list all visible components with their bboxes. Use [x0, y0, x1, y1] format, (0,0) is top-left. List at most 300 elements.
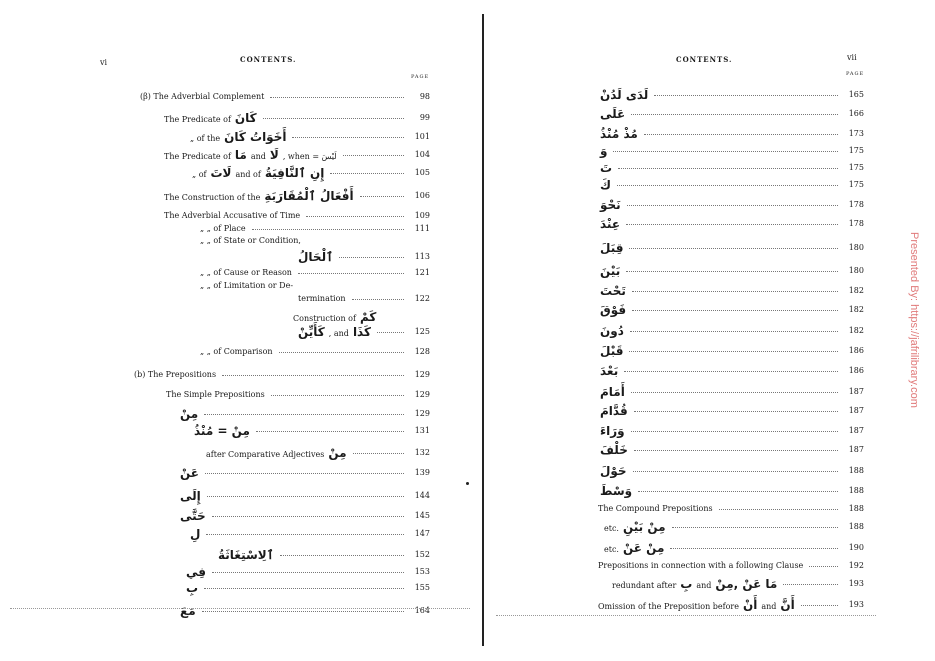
toc-entry — [206, 446, 347, 462]
toc-entry — [164, 209, 300, 223]
arabic-term: فِي — [186, 565, 206, 579]
page-ref: 98 — [419, 92, 430, 101]
toc-entry — [600, 161, 612, 177]
toc-entry — [164, 111, 257, 127]
page-ref: 129 — [414, 390, 430, 399]
toc-row — [600, 198, 864, 212]
dot-leader — [204, 588, 404, 589]
toc-entry — [598, 598, 795, 614]
dot-leader — [634, 411, 838, 412]
dot-leader — [629, 351, 838, 352]
dot-leader — [298, 273, 404, 274]
arabic-term: لَا — [269, 148, 279, 162]
toc-row — [600, 364, 864, 378]
toc-row — [600, 464, 864, 478]
entry-text: etc. — [604, 545, 619, 554]
arabic-term: لَدَى لَدُنْ — [600, 88, 649, 102]
page-ref: 99 — [419, 113, 430, 122]
page-ref: 165 — [848, 90, 864, 99]
arabic-term: مِنْ — [328, 446, 347, 460]
toc-entry — [180, 407, 198, 423]
dot-leader — [626, 224, 838, 225]
page-ref: 164 — [414, 606, 430, 615]
toc-entry — [600, 324, 624, 340]
arabic-term: تَ — [600, 161, 613, 175]
entry-text: redundant after — [612, 581, 677, 590]
toc-row — [600, 303, 864, 317]
toc-row — [200, 234, 430, 248]
entry-text: The Predicate of — [164, 115, 231, 124]
toc-row — [600, 443, 864, 457]
toc-row — [600, 144, 864, 158]
page-ref: 187 — [848, 406, 864, 415]
dot-leader — [613, 151, 838, 152]
arabic-term: ٱلْحَالُ — [298, 250, 334, 264]
toc-row — [612, 577, 864, 591]
page-ref: 182 — [848, 286, 864, 295]
arabic-term: لِ — [190, 527, 201, 541]
arabic-term: قِبَلَ — [600, 241, 624, 255]
toc-entry — [298, 292, 346, 306]
page-ref: 180 — [848, 266, 864, 275]
dot-leader — [339, 257, 404, 258]
toc-entry — [293, 310, 376, 326]
toc-entry — [190, 527, 200, 543]
arabic-term: كَمْ — [359, 310, 377, 324]
toc-row — [598, 598, 864, 612]
dot-leader — [256, 431, 404, 432]
toc-row — [192, 166, 430, 180]
toc-row — [180, 509, 430, 523]
page-ref: 155 — [414, 583, 430, 592]
arabic-term: أَفْعَالُ ٱلْمُقَارَبَةِ — [264, 189, 354, 203]
page-ref: 182 — [848, 305, 864, 314]
toc-entry — [186, 581, 198, 597]
page-ref: 193 — [848, 579, 864, 588]
toc-entry — [604, 520, 666, 536]
arabic-term: مِنْ — [180, 407, 199, 421]
entry-text: etc. — [604, 524, 619, 533]
arabic-term: تَحْتَ — [600, 284, 626, 298]
dot-leader — [204, 414, 404, 415]
page-ref: 104 — [414, 150, 430, 159]
toc-entry — [600, 127, 638, 143]
entry-text: Omission of the Preposition before — [598, 602, 739, 611]
toc-row — [218, 548, 430, 562]
page-ref: 147 — [414, 529, 430, 538]
page-ref: 153 — [414, 567, 430, 576]
toc-entry — [218, 548, 274, 564]
toc-row — [600, 484, 864, 498]
arabic-term: لَاتَ — [210, 166, 232, 180]
watermark-left — [0, 370, 1, 546]
toc-entry — [600, 88, 648, 104]
watermark-right: Presented By: https://jafrilibrary.com — [908, 232, 920, 408]
arabic-term: أَنْ — [742, 598, 758, 612]
dot-leader — [783, 584, 838, 585]
toc-entry — [600, 241, 623, 257]
toc-row — [600, 217, 864, 231]
page-ref: 193 — [848, 600, 864, 609]
dot-leader — [252, 229, 404, 230]
entry-text: The Construction of the — [164, 193, 261, 202]
right-page-header: CONTENTS. — [676, 55, 733, 64]
page-edge-left — [10, 608, 470, 609]
dot-leader — [206, 534, 404, 535]
arabic-term: إِلَى — [180, 489, 201, 503]
page-ref: 175 — [848, 163, 864, 172]
arabic-term: مَا — [765, 577, 778, 591]
entry-text: „ of — [192, 170, 207, 179]
toc-row — [194, 424, 430, 438]
page-ref: 105 — [414, 168, 430, 177]
toc-entry — [600, 344, 623, 360]
page-ref: 180 — [848, 243, 864, 252]
entry-text: and of — [235, 170, 261, 179]
entry-text: after Comparative Adjectives — [206, 450, 325, 459]
toc-row — [206, 446, 430, 460]
toc-row — [600, 264, 864, 278]
toc-row — [298, 325, 430, 339]
toc-row — [200, 266, 430, 280]
entry-text: , when = لَيْسَ — [282, 152, 337, 161]
toc-entry — [598, 559, 803, 573]
entry-text: „ „ of Place — [200, 224, 246, 233]
page-ref: 178 — [848, 219, 864, 228]
arabic-term: دُونَ — [600, 324, 624, 338]
toc-entry — [612, 577, 777, 593]
toc-entry — [190, 130, 286, 146]
arabic-term: بِ — [186, 581, 199, 595]
arabic-term: مَا — [234, 148, 247, 162]
toc-entry — [600, 217, 620, 233]
toc-entry — [604, 541, 664, 557]
left-page-header: CONTENTS. — [240, 55, 297, 64]
toc-row — [598, 559, 864, 573]
toc-row — [180, 604, 430, 618]
arabic-term: حَتَّى — [180, 509, 206, 523]
toc-row — [600, 127, 864, 141]
arabic-term: إِنِ ٱلنَّافِيَةُ — [264, 166, 325, 180]
toc-row — [600, 284, 864, 298]
dot-leader — [631, 114, 838, 115]
toc-entry — [180, 466, 199, 482]
arabic-term: بَيْنَ — [600, 264, 621, 278]
toc-entry — [134, 368, 216, 382]
page-ref: 190 — [848, 543, 864, 552]
entry-text: The Compound Prepositions — [598, 504, 713, 513]
toc-entry — [140, 90, 264, 104]
page-ref: 145 — [414, 511, 430, 520]
toc-entry — [166, 388, 265, 402]
dot-leader — [360, 196, 404, 197]
toc-entry — [186, 565, 206, 581]
toc-row — [604, 541, 864, 555]
toc-row — [186, 581, 430, 595]
arabic-term: حَوْلَ — [600, 464, 627, 478]
arabic-term: مُذْ مُنْذُ — [600, 127, 638, 141]
toc-row — [600, 424, 864, 438]
toc-row — [598, 502, 864, 516]
right-page-number: vii — [847, 53, 857, 62]
entry-text: „ „ of Cause or Reason — [200, 268, 292, 277]
entry-text: and — [696, 581, 712, 590]
entry-text: The Predicate of — [164, 152, 231, 161]
arabic-term: فَوْقَ — [600, 303, 627, 317]
toc-row — [164, 148, 430, 162]
dot-leader — [670, 548, 838, 549]
toc-entry — [600, 264, 620, 280]
toc-entry — [192, 166, 324, 182]
arabic-term: بِ — [680, 577, 693, 591]
page-edge-right — [496, 615, 876, 616]
dot-leader — [618, 168, 838, 169]
page-ref: 192 — [848, 561, 864, 570]
dot-leader — [634, 450, 838, 451]
dot-leader — [632, 291, 838, 292]
toc-entry — [200, 266, 292, 280]
toc-row — [164, 111, 430, 125]
entry-text: The Adverbial Accusative of Time — [164, 211, 301, 220]
toc-row — [134, 368, 430, 382]
toc-entry — [600, 464, 627, 480]
dot-leader — [631, 431, 838, 432]
entry-text: Construction of — [293, 314, 356, 323]
toc-row — [600, 107, 864, 121]
page-ref: 109 — [414, 211, 430, 220]
dot-leader — [330, 173, 404, 174]
toc-entry — [600, 484, 632, 500]
page-ref: 187 — [848, 426, 864, 435]
page-ref: 173 — [848, 129, 864, 138]
toc-entry — [600, 144, 607, 160]
page-ref: 175 — [848, 180, 864, 189]
page-ref: 129 — [414, 370, 430, 379]
toc-row — [600, 161, 864, 175]
toc-row — [600, 324, 864, 338]
toc-row — [600, 88, 864, 102]
toc-entry — [600, 303, 626, 319]
left-page-number: vi — [100, 58, 108, 67]
dot-leader — [638, 491, 838, 492]
arabic-term: كَذَا — [352, 325, 371, 339]
dot-leader — [352, 299, 404, 300]
page-ref: 144 — [414, 491, 430, 500]
left-page-label: PAGE — [411, 74, 430, 80]
entry-text: Prepositions in connection with a following Clause — [598, 561, 804, 570]
dot-leader — [654, 95, 838, 96]
toc-entry — [600, 404, 628, 420]
toc-row — [600, 178, 864, 192]
page-ref: 186 — [848, 346, 864, 355]
entry-text: (β) The Adverbial Complement — [140, 92, 265, 101]
toc-row — [298, 292, 430, 306]
toc-row — [293, 310, 430, 324]
toc-row — [164, 209, 430, 223]
toc-entry — [164, 148, 337, 164]
dot-leader — [279, 352, 404, 353]
page-ref: 122 — [414, 294, 430, 303]
page-ref: 188 — [848, 466, 864, 475]
entry-text: „ of the — [190, 134, 221, 143]
toc-entry — [600, 443, 628, 459]
toc-row — [180, 489, 430, 503]
page-ref: 188 — [848, 486, 864, 495]
toc-entry — [600, 198, 621, 214]
arabic-term: كَانَ — [234, 111, 257, 125]
dot-leader — [629, 248, 838, 249]
toc-entry — [180, 509, 206, 525]
arabic-term: نَحْوَ — [600, 198, 621, 212]
dot-leader — [270, 97, 404, 98]
page-ref: 166 — [848, 109, 864, 118]
page-ref: 182 — [848, 326, 864, 335]
toc-entry — [600, 178, 611, 194]
toc-row — [186, 565, 430, 579]
toc-row — [164, 189, 430, 203]
toc-row — [180, 466, 430, 480]
arabic-term: أَمَامَ — [600, 385, 625, 399]
arabic-term: وَسْطَ — [600, 484, 633, 498]
page-ref: 188 — [848, 504, 864, 513]
arabic-term: كَ — [600, 178, 611, 192]
page-ref: 152 — [414, 550, 430, 559]
page-ref: 187 — [848, 445, 864, 454]
dot-leader — [212, 572, 404, 573]
entry-text: termination — [298, 294, 346, 303]
dot-leader — [353, 453, 404, 454]
dot-leader — [627, 205, 838, 206]
dot-leader — [672, 527, 838, 528]
page-ref: 139 — [414, 468, 430, 477]
page-ref: 175 — [848, 146, 864, 155]
arabic-term: وَ — [600, 144, 608, 158]
toc-row — [200, 279, 430, 293]
right-page-label: PAGE — [846, 71, 865, 77]
dot-leader — [212, 516, 404, 517]
page-ref: 132 — [414, 448, 430, 457]
dot-leader — [205, 473, 404, 474]
dot-leader — [631, 392, 838, 393]
page-ref: 187 — [848, 387, 864, 396]
dot-leader — [626, 271, 838, 272]
page-ref: 178 — [848, 200, 864, 209]
toc-entry — [598, 502, 713, 516]
toc-entry — [600, 364, 618, 380]
toc-entry — [600, 107, 625, 123]
arabic-term: مِنْ بَيْنِ — [622, 520, 666, 534]
dot-leader — [630, 331, 838, 332]
page-ref: 131 — [414, 426, 430, 435]
page-ref: 106 — [414, 191, 430, 200]
toc-entry — [164, 189, 354, 205]
toc-row — [600, 385, 864, 399]
toc-entry — [180, 489, 201, 505]
toc-row — [190, 527, 430, 541]
entry-text: , and — [328, 329, 349, 338]
dot-leader — [617, 185, 838, 186]
entry-text: and — [250, 152, 266, 161]
dot-leader — [343, 155, 404, 156]
arabic-term: ٱلِاسْتِغَاثَةُ — [218, 548, 274, 562]
arabic-term: خَلْفَ — [600, 443, 628, 457]
dot-leader — [263, 118, 404, 119]
toc-row — [600, 344, 864, 358]
toc-entry — [298, 250, 333, 266]
toc-entry — [298, 325, 371, 341]
arabic-term: قُدَّامَ — [600, 404, 628, 418]
toc-entry — [600, 424, 625, 440]
dot-leader — [306, 216, 404, 217]
toc-entry — [200, 234, 301, 248]
arabic-term: مَعَ — [180, 604, 196, 618]
entry-text: The Simple Prepositions — [166, 390, 265, 399]
arabic-term: عَنْ ,مِنْ — [715, 577, 762, 591]
page-ref: 121 — [414, 268, 430, 277]
arabic-term: عِنْدَ — [600, 217, 621, 231]
right-page — [486, 0, 935, 661]
arabic-term: عَلَى — [600, 107, 626, 121]
dot-leader — [719, 509, 838, 510]
page-ref: 129 — [414, 409, 430, 418]
toc-entry — [200, 345, 273, 359]
page-ref: 111 — [414, 224, 430, 233]
toc-row — [166, 388, 430, 402]
dot-leader — [202, 611, 404, 612]
book-gutter — [482, 14, 484, 646]
toc-row — [140, 90, 430, 104]
entry-text: „ „ of Limitation or De- — [200, 281, 294, 290]
page-ref: 125 — [414, 327, 430, 336]
dot-leader — [801, 605, 838, 606]
arabic-term: عَنْ — [180, 466, 199, 480]
arabic-term: وَرَاءَ — [600, 424, 625, 438]
toc-entry — [600, 284, 626, 300]
toc-row — [200, 345, 430, 359]
page-ref: 186 — [848, 366, 864, 375]
arabic-term: مِنْ = مُنْذُ — [194, 424, 250, 438]
page-ref: 128 — [414, 347, 430, 356]
toc-entry — [180, 604, 196, 620]
arabic-term: بَعْدَ — [600, 364, 619, 378]
dot-leader — [624, 371, 838, 372]
page-ref: 188 — [848, 522, 864, 531]
entry-text: „ „ of State or Condition, — [200, 236, 301, 245]
page-ref: 113 — [414, 252, 430, 261]
toc-row — [600, 404, 864, 418]
page-ref: 101 — [414, 132, 430, 141]
arabic-term: أَخَوَاتُ كَانَ — [224, 130, 287, 144]
arabic-term: أَنَّ — [780, 598, 795, 612]
entry-text: „ „ of Comparison — [200, 347, 273, 356]
toc-row — [600, 241, 864, 255]
dot-leader — [207, 496, 404, 497]
toc-entry — [600, 385, 625, 401]
toc-row — [180, 407, 430, 421]
toc-entry — [194, 424, 250, 440]
dot-leader — [644, 134, 838, 135]
dot-leader — [271, 395, 404, 396]
dot-leader — [222, 375, 404, 376]
toc-row — [604, 520, 864, 534]
entry-text: (b) The Prepositions — [134, 370, 217, 379]
toc-row — [298, 250, 430, 264]
arabic-term: كَأَيِّنْ — [298, 325, 325, 339]
dot-leader — [633, 471, 838, 472]
toc-row — [190, 130, 430, 144]
arabic-term: قَبْلَ — [600, 344, 624, 358]
dot-leader — [280, 555, 404, 556]
